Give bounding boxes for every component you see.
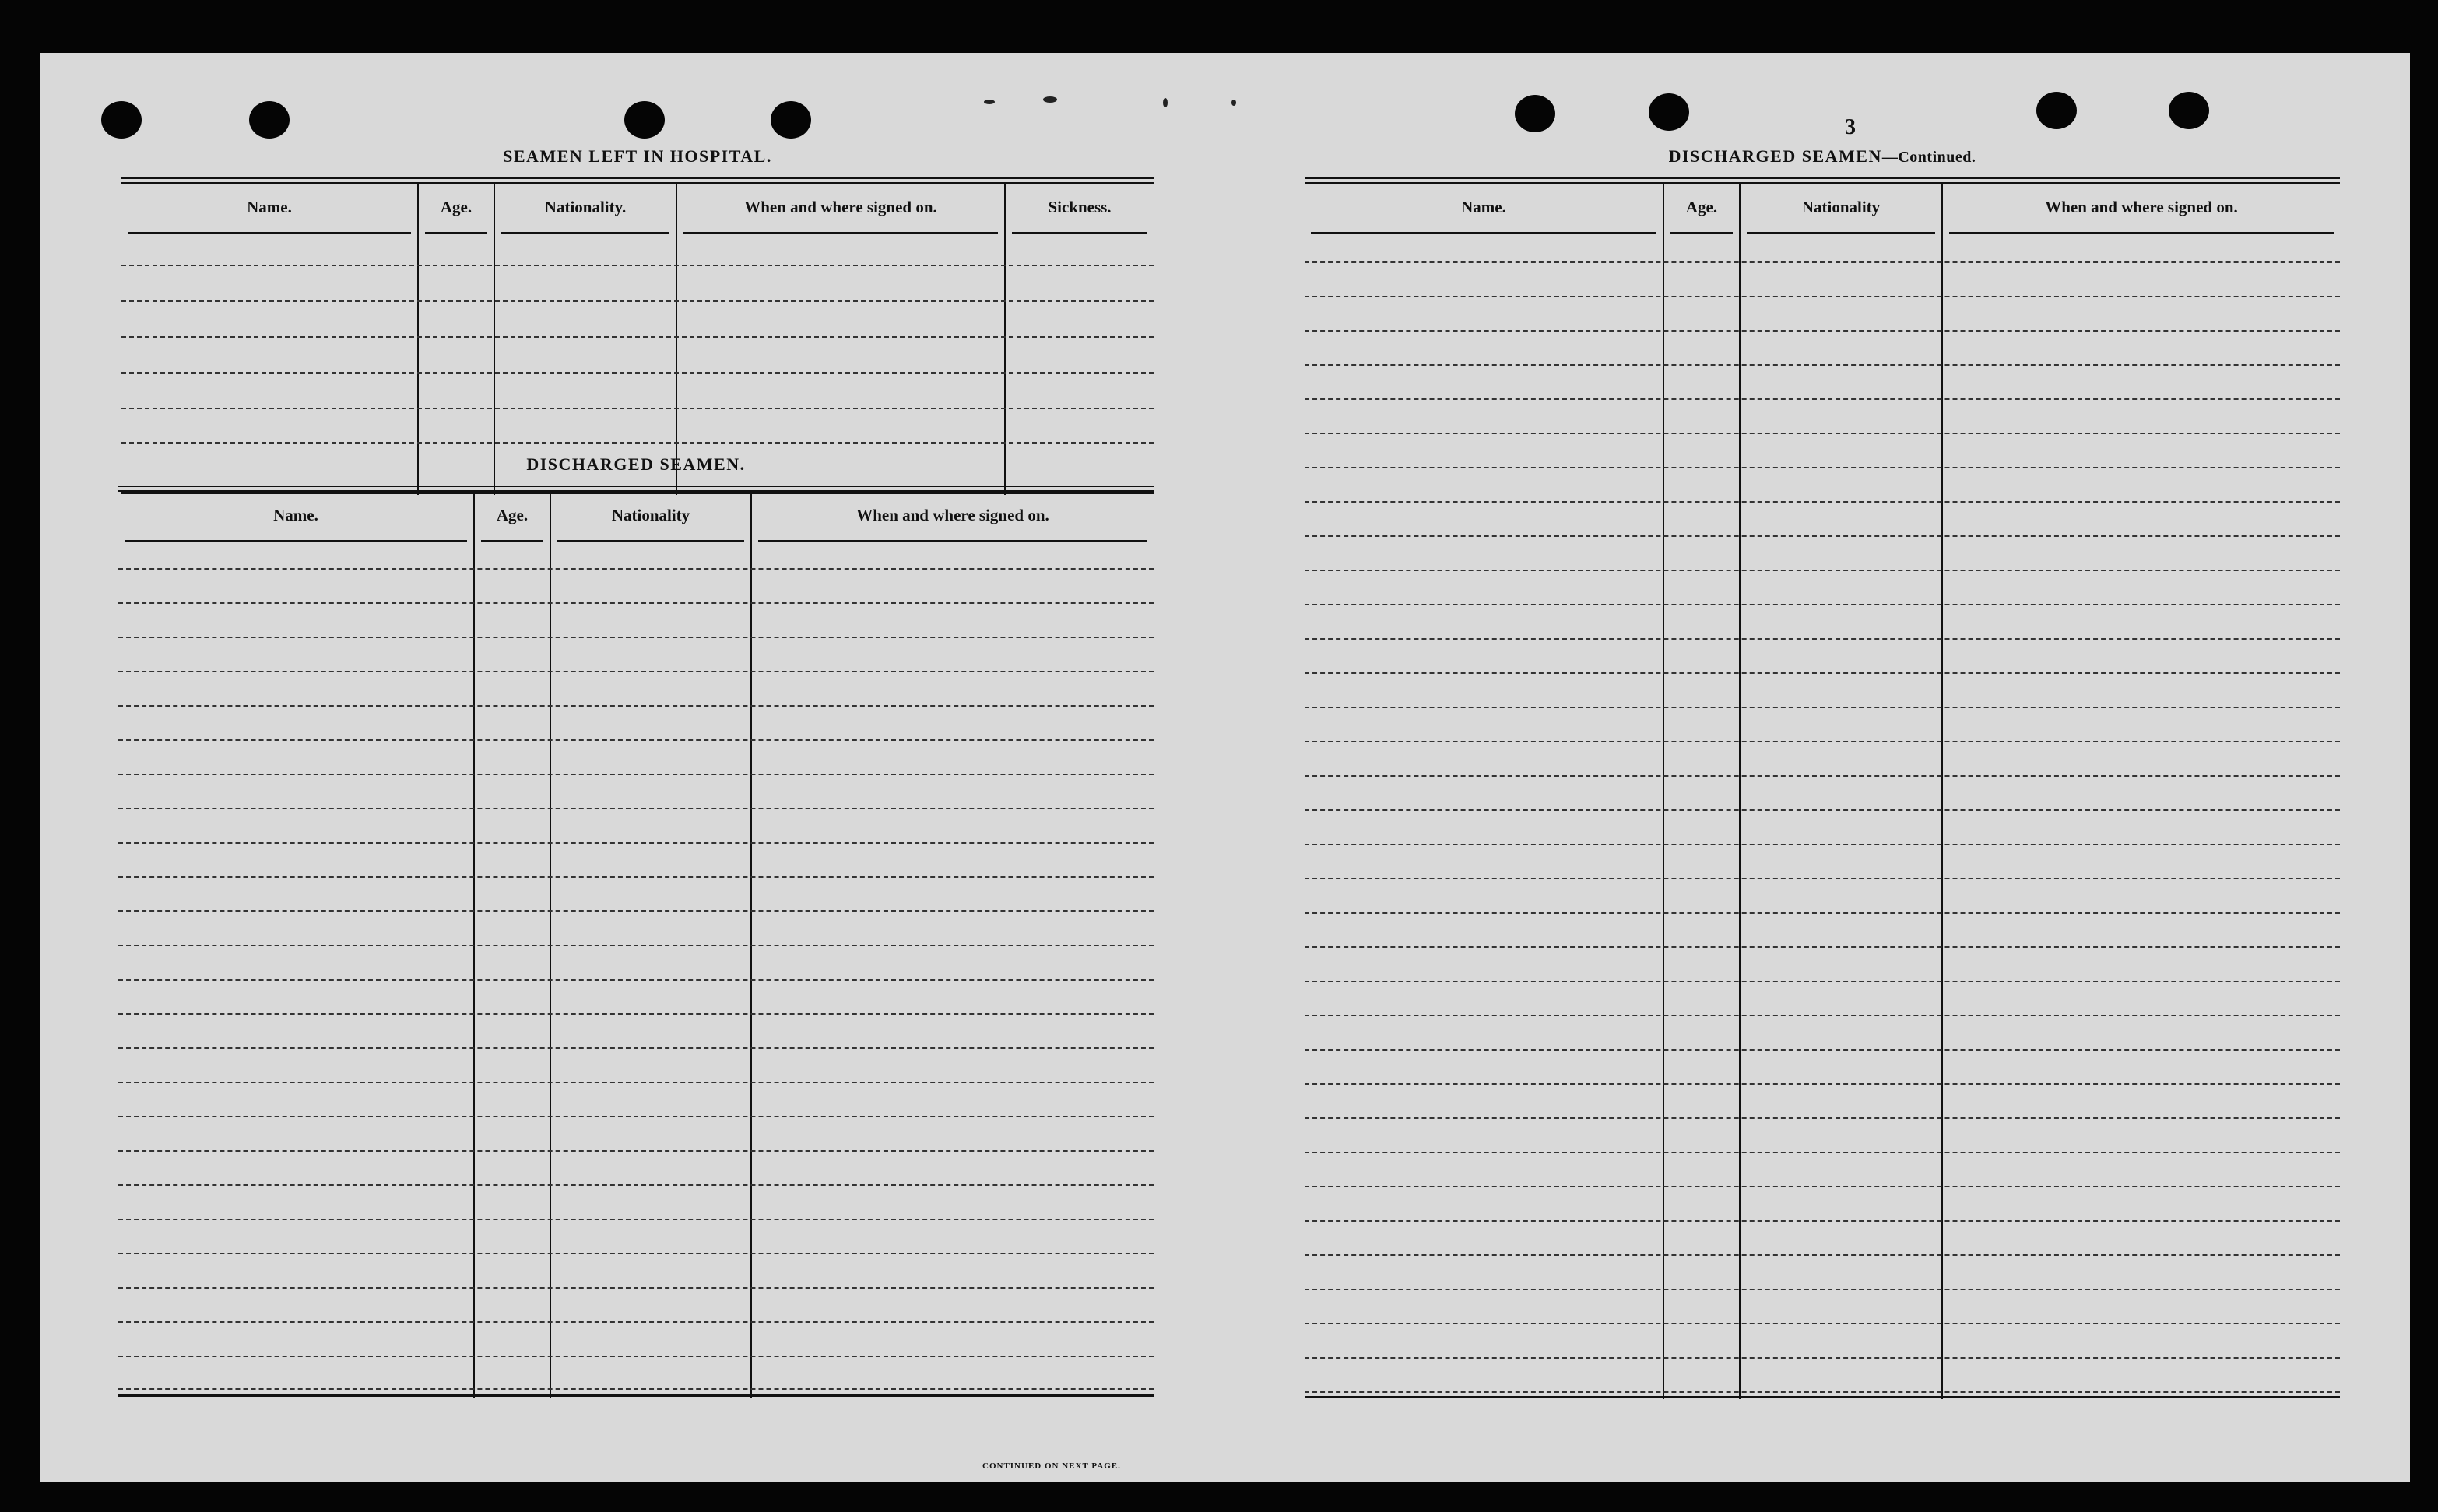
row-line bbox=[121, 300, 1154, 302]
row-line bbox=[118, 876, 1154, 878]
row-line bbox=[1305, 1289, 2340, 1290]
header-rule bbox=[125, 540, 467, 542]
row-line bbox=[118, 1356, 1154, 1357]
header-rule bbox=[1670, 232, 1733, 234]
row-line bbox=[118, 1287, 1154, 1289]
binder-hole bbox=[2169, 92, 2209, 129]
binder-hole bbox=[2036, 92, 2077, 129]
row-line bbox=[121, 442, 1154, 444]
row-line bbox=[121, 336, 1154, 338]
row-line bbox=[1305, 912, 2340, 914]
double-rule bbox=[1305, 177, 2340, 179]
row-line bbox=[1305, 261, 2340, 263]
column-header-nationality: Nationality. bbox=[544, 198, 627, 216]
column-header-age: Age. bbox=[1685, 198, 1718, 216]
row-line bbox=[118, 945, 1154, 946]
column-sickness bbox=[1006, 184, 1154, 495]
column-header-name: Name. bbox=[273, 506, 318, 524]
header-rule bbox=[758, 540, 1147, 542]
row-line bbox=[1305, 741, 2340, 742]
row-line bbox=[118, 774, 1154, 775]
row-line bbox=[1305, 1220, 2340, 1222]
row-line bbox=[1305, 1117, 2340, 1119]
row-line bbox=[118, 910, 1154, 912]
row-line bbox=[1305, 1049, 2340, 1051]
row-line bbox=[118, 705, 1154, 707]
discharged-continued-title-suffix: —Continued. bbox=[1881, 149, 1976, 166]
row-line bbox=[1305, 604, 2340, 605]
row-line bbox=[118, 1047, 1154, 1049]
binder-hole bbox=[1515, 95, 1555, 132]
row-line bbox=[1305, 433, 2340, 434]
row-line bbox=[1305, 844, 2340, 845]
column-nationality bbox=[1741, 184, 1943, 1399]
row-line bbox=[121, 372, 1154, 374]
binder-hole bbox=[1649, 93, 1689, 131]
binder-hole bbox=[101, 101, 142, 139]
discharged-table bbox=[118, 486, 1154, 1398]
header-rule bbox=[1747, 232, 1935, 234]
column-when-where bbox=[1943, 184, 2340, 1399]
row-line bbox=[118, 1116, 1154, 1117]
row-line bbox=[1305, 398, 2340, 400]
scan-speck bbox=[1043, 96, 1057, 103]
section-bottom-rule bbox=[118, 1394, 1154, 1397]
row-line bbox=[1305, 981, 2340, 982]
row-line bbox=[118, 1253, 1154, 1254]
column-age bbox=[1664, 184, 1741, 1399]
row-line bbox=[1305, 1254, 2340, 1256]
row-line bbox=[121, 265, 1154, 266]
row-line bbox=[1305, 330, 2340, 332]
binder-hole bbox=[624, 101, 665, 139]
binder-hole bbox=[771, 101, 811, 139]
row-line bbox=[1305, 570, 2340, 571]
row-line bbox=[1305, 775, 2340, 777]
row-line bbox=[118, 739, 1154, 741]
discharged-continued-title-main: DISCHARGED SEAMEN bbox=[1668, 146, 1882, 166]
section-bottom-rule bbox=[1305, 1396, 2340, 1398]
row-line bbox=[118, 842, 1154, 844]
row-line bbox=[1305, 1391, 2340, 1393]
row-line bbox=[1305, 364, 2340, 366]
row-line bbox=[118, 637, 1154, 638]
header-rule bbox=[557, 540, 744, 542]
row-line bbox=[1305, 672, 2340, 674]
header-rule bbox=[425, 232, 487, 234]
header-rule bbox=[683, 232, 998, 234]
row-line bbox=[118, 1082, 1154, 1083]
continued-note: CONTINUED ON NEXT PAGE. bbox=[982, 1461, 1121, 1471]
page-number: 3 bbox=[1845, 115, 1856, 139]
row-line bbox=[1305, 467, 2340, 468]
column-header-when-where: When and where signed on. bbox=[2045, 198, 2238, 216]
row-line bbox=[118, 671, 1154, 672]
row-line bbox=[118, 1013, 1154, 1015]
row-line bbox=[1305, 809, 2340, 811]
row-line bbox=[1305, 1186, 2340, 1187]
discharged-continued-table bbox=[1305, 177, 2340, 1399]
column-header-when-where: When and where signed on. bbox=[744, 198, 937, 216]
column-age bbox=[419, 184, 495, 495]
row-line bbox=[1305, 1152, 2340, 1153]
row-line bbox=[1305, 1015, 2340, 1016]
row-line bbox=[1305, 707, 2340, 708]
row-line bbox=[1305, 878, 2340, 879]
row-line bbox=[118, 602, 1154, 604]
form-sheet bbox=[40, 53, 2410, 1482]
column-header-name: Name. bbox=[247, 198, 292, 216]
row-line bbox=[1305, 1357, 2340, 1359]
column-when-where bbox=[677, 184, 1006, 495]
column-header-name: Name. bbox=[1461, 198, 1506, 216]
row-line bbox=[118, 1150, 1154, 1152]
column-header-age: Age. bbox=[496, 506, 529, 524]
row-line bbox=[1305, 1323, 2340, 1324]
discharged-section-title: DISCHARGED SEAMEN. bbox=[526, 454, 746, 474]
header-rule bbox=[128, 232, 411, 234]
row-line bbox=[1305, 535, 2340, 537]
header-rule bbox=[501, 232, 669, 234]
row-line bbox=[118, 979, 1154, 981]
column-header-nationality: Nationality bbox=[611, 506, 690, 524]
row-line bbox=[118, 1219, 1154, 1220]
scan-speck bbox=[1163, 98, 1168, 107]
hospital-table bbox=[121, 177, 1154, 495]
column-name bbox=[121, 184, 419, 495]
discharged-continued-title bbox=[1305, 146, 2340, 167]
column-name bbox=[1305, 184, 1664, 1399]
double-rule bbox=[121, 177, 1154, 179]
double-rule bbox=[118, 486, 1154, 487]
header-rule bbox=[1949, 232, 2334, 234]
row-line bbox=[118, 1184, 1154, 1186]
column-nationality bbox=[495, 184, 677, 495]
row-line bbox=[121, 408, 1154, 409]
row-line bbox=[1305, 501, 2340, 503]
row-line bbox=[1305, 638, 2340, 640]
row-line bbox=[1305, 296, 2340, 297]
header-rule bbox=[1012, 232, 1147, 234]
hospital-section-title: SEAMEN LEFT IN HOSPITAL. bbox=[503, 146, 772, 166]
row-line bbox=[1305, 1083, 2340, 1085]
row-line bbox=[118, 808, 1154, 809]
column-header-age: Age. bbox=[440, 198, 472, 216]
header-rule bbox=[481, 540, 543, 542]
row-line bbox=[118, 1388, 1154, 1390]
row-line bbox=[118, 1321, 1154, 1323]
row-line bbox=[1305, 946, 2340, 948]
scan-speck bbox=[1231, 100, 1236, 106]
column-header-nationality: Nationality bbox=[1801, 198, 1881, 216]
scan-speck bbox=[984, 100, 995, 104]
column-header-when-where: When and where signed on. bbox=[856, 506, 1049, 524]
column-header-sickness: Sickness. bbox=[1048, 198, 1112, 216]
binder-hole bbox=[249, 101, 290, 139]
row-line bbox=[118, 568, 1154, 570]
header-rule bbox=[1311, 232, 1656, 234]
